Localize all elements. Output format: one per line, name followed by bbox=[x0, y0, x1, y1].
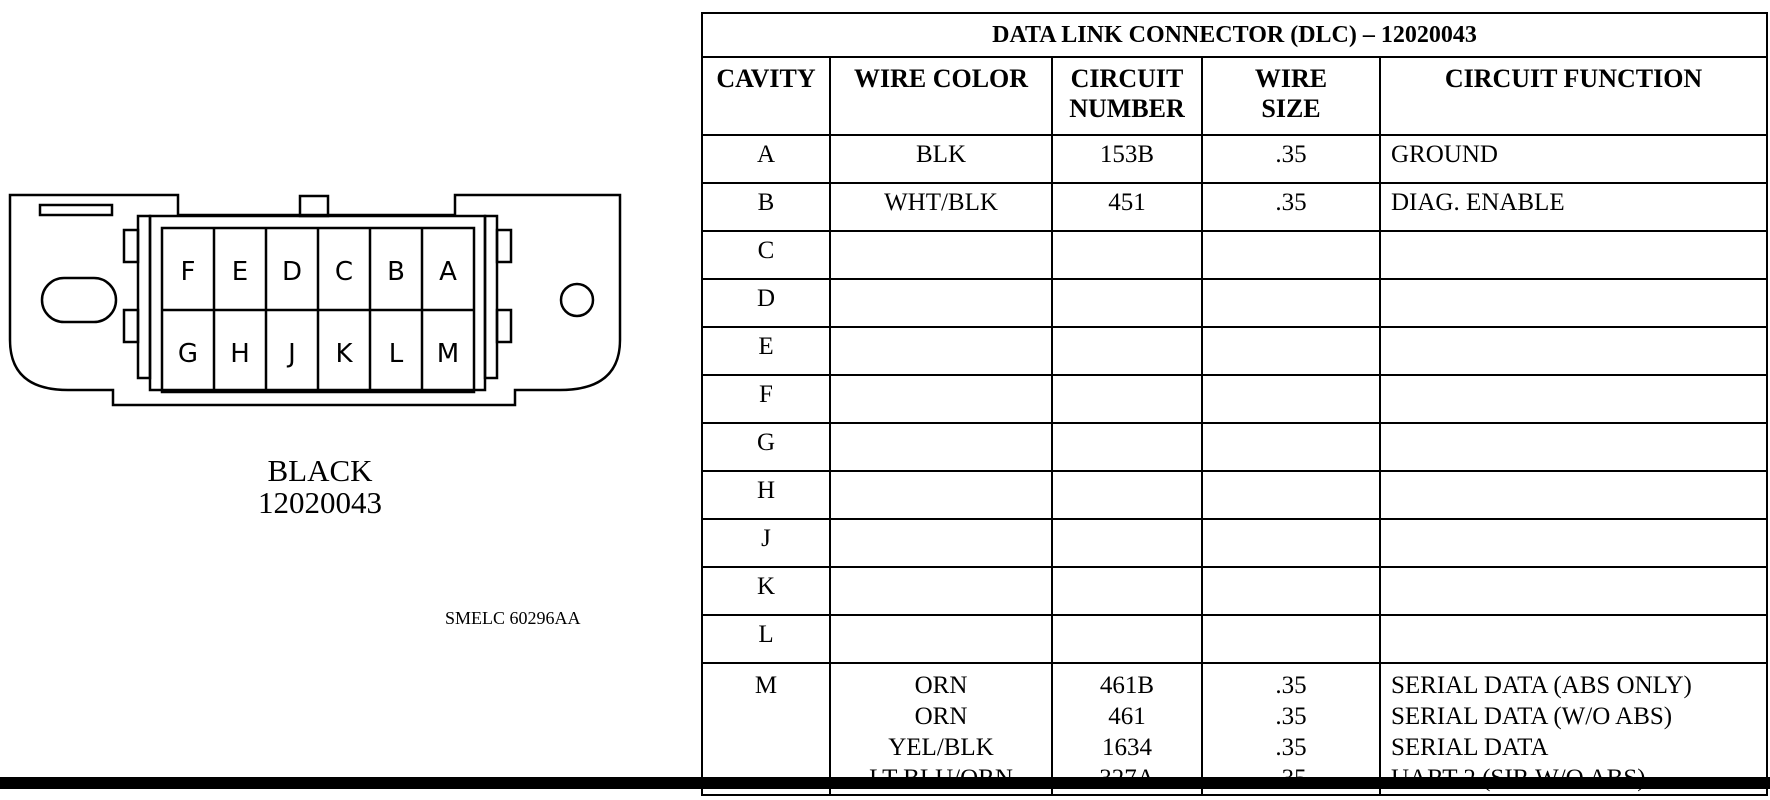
connector-diagram bbox=[0, 0, 640, 660]
header-circuit-number-line1: CIRCUIT bbox=[1070, 64, 1184, 93]
wire-color-cell bbox=[830, 423, 1052, 471]
pin-label-l: L bbox=[388, 339, 404, 369]
circuit-number-cell bbox=[1052, 231, 1202, 279]
wire-size-cell bbox=[1202, 567, 1380, 615]
wire-size-value: .35 bbox=[1275, 703, 1307, 730]
header-wire-color: WIRE COLOR bbox=[830, 57, 1052, 135]
wire-color-cell bbox=[830, 231, 1052, 279]
wire-color-cell bbox=[830, 567, 1052, 615]
circuit-function-cell bbox=[1380, 375, 1767, 423]
slot-hole bbox=[42, 278, 116, 322]
cavity-cell: D bbox=[702, 279, 830, 327]
circuit-function-cell bbox=[1380, 567, 1767, 615]
cavity-cell: E bbox=[702, 327, 830, 375]
table-row-h bbox=[702, 471, 1767, 519]
connector-latch bbox=[300, 196, 328, 216]
wire-color-cell bbox=[830, 615, 1052, 663]
header-circuit-number-line2: NUMBER bbox=[1069, 94, 1185, 123]
wire-size-cell bbox=[1202, 231, 1380, 279]
header-wire-size bbox=[1202, 57, 1380, 135]
dlc-table bbox=[701, 12, 1768, 796]
cavity-cell: H bbox=[702, 471, 830, 519]
wire-size-cell bbox=[1202, 327, 1380, 375]
circuit-number-cell bbox=[1052, 327, 1202, 375]
table-row-l bbox=[702, 615, 1767, 663]
table-row-e bbox=[702, 327, 1767, 375]
round-hole bbox=[561, 284, 593, 316]
connector-color: BLACK bbox=[267, 453, 373, 488]
header-wire-size-line2: SIZE bbox=[1261, 94, 1321, 123]
circuit-function-cell bbox=[1380, 279, 1767, 327]
circuit-number-value: 1634 bbox=[1102, 734, 1152, 761]
circuit-function-cell: DIAG. ENABLE bbox=[1380, 183, 1767, 231]
circuit-function-value: SERIAL DATA bbox=[1391, 734, 1549, 761]
wire-size-value: .35 bbox=[1275, 734, 1307, 761]
cavity-cell: A bbox=[702, 135, 830, 183]
wire-size-cell bbox=[1202, 471, 1380, 519]
wire-color-cell bbox=[830, 663, 1052, 795]
cavity-cell: J bbox=[702, 519, 830, 567]
circuit-number-cell bbox=[1052, 279, 1202, 327]
circuit-number-value: 461 bbox=[1108, 703, 1146, 730]
wire-size-cell bbox=[1202, 375, 1380, 423]
circuit-number-cell bbox=[1052, 519, 1202, 567]
cavity-cell: B bbox=[702, 183, 830, 231]
circuit-number-cell bbox=[1052, 375, 1202, 423]
wire-size-cell bbox=[1202, 279, 1380, 327]
wire-size-cell: .35 bbox=[1202, 135, 1380, 183]
cavity-cell: F bbox=[702, 375, 830, 423]
circuit-number-cell bbox=[1052, 663, 1202, 795]
circuit-function-cell: GROUND bbox=[1380, 135, 1767, 183]
header-cavity: CAVITY bbox=[702, 57, 830, 135]
circuit-number-cell: 153B bbox=[1052, 135, 1202, 183]
reference-code: SMELC 60296AA bbox=[445, 608, 581, 628]
table-row-k bbox=[702, 567, 1767, 615]
pin-label-f: F bbox=[180, 257, 196, 287]
table-row-c bbox=[702, 231, 1767, 279]
circuit-function-cell bbox=[1380, 327, 1767, 375]
pin-label-j: J bbox=[288, 339, 296, 369]
table-row-b bbox=[702, 183, 1767, 231]
wire-color-cell: WHT/BLK bbox=[830, 183, 1052, 231]
wire-size-cell bbox=[1202, 615, 1380, 663]
table-title: DATA LINK CONNECTOR (DLC) – 12020043 bbox=[702, 13, 1767, 57]
table-row-d bbox=[702, 279, 1767, 327]
circuit-function-cell bbox=[1380, 663, 1767, 795]
wire-size-cell bbox=[1202, 663, 1380, 795]
circuit-number-cell bbox=[1052, 423, 1202, 471]
wire-color-cell bbox=[830, 279, 1052, 327]
connector-drawing bbox=[0, 0, 640, 460]
pin-label-c: C bbox=[334, 257, 354, 287]
wire-size-value: .35 bbox=[1275, 672, 1307, 699]
table-row-j bbox=[702, 519, 1767, 567]
connector-housing bbox=[10, 195, 620, 405]
circuit-function-value: SERIAL DATA (ABS ONLY) bbox=[1391, 672, 1692, 699]
circuit-function-cell bbox=[1380, 231, 1767, 279]
pin-label-h: H bbox=[230, 339, 250, 369]
wire-color-cell bbox=[830, 471, 1052, 519]
cavity-cell: M bbox=[702, 663, 830, 795]
cavity-cell: C bbox=[702, 231, 830, 279]
wire-color-cell bbox=[830, 375, 1052, 423]
circuit-function-cell bbox=[1380, 471, 1767, 519]
wire-color-value: YEL/BLK bbox=[888, 734, 994, 761]
cavity-cell: L bbox=[702, 615, 830, 663]
circuit-function-cell bbox=[1380, 423, 1767, 471]
header-circuit-number bbox=[1052, 57, 1202, 135]
pin-label-e: E bbox=[231, 257, 249, 287]
pin-label-k: K bbox=[335, 339, 353, 369]
wire-size-cell: .35 bbox=[1202, 183, 1380, 231]
pin-label-b: B bbox=[387, 257, 405, 287]
pin-label-m: M bbox=[436, 339, 460, 369]
circuit-number-cell bbox=[1052, 567, 1202, 615]
wire-size-cell bbox=[1202, 423, 1380, 471]
circuit-number-value: 461B bbox=[1099, 672, 1155, 699]
table-row-a bbox=[702, 135, 1767, 183]
circuit-number-cell: 451 bbox=[1052, 183, 1202, 231]
circuit-number-cell bbox=[1052, 615, 1202, 663]
circuit-number-cell bbox=[1052, 471, 1202, 519]
pin-label-a: A bbox=[439, 257, 457, 287]
table-row-m bbox=[702, 663, 1767, 795]
wire-color-cell bbox=[830, 519, 1052, 567]
cavity-cell: G bbox=[702, 423, 830, 471]
header-circuit-function: CIRCUIT FUNCTION bbox=[1380, 57, 1767, 135]
bottom-rule bbox=[0, 777, 1770, 789]
pin-label-g: G bbox=[177, 339, 199, 369]
wire-size-cell bbox=[1202, 519, 1380, 567]
connector-caption bbox=[200, 455, 440, 519]
connector-part-number: 12020043 bbox=[258, 485, 382, 520]
cavity-cell: K bbox=[702, 567, 830, 615]
table-row-f bbox=[702, 375, 1767, 423]
wire-color-cell: BLK bbox=[830, 135, 1052, 183]
wire-color-value: ORN bbox=[914, 703, 968, 730]
wire-color-value: ORN bbox=[914, 672, 968, 699]
circuit-function-value: SERIAL DATA (W/O ABS) bbox=[1391, 703, 1673, 730]
circuit-function-cell bbox=[1380, 519, 1767, 567]
table-row-g bbox=[702, 423, 1767, 471]
pin-label-d: D bbox=[281, 257, 303, 287]
header-wire-size-line1: WIRE bbox=[1254, 64, 1328, 93]
wire-color-cell bbox=[830, 327, 1052, 375]
circuit-function-cell bbox=[1380, 615, 1767, 663]
